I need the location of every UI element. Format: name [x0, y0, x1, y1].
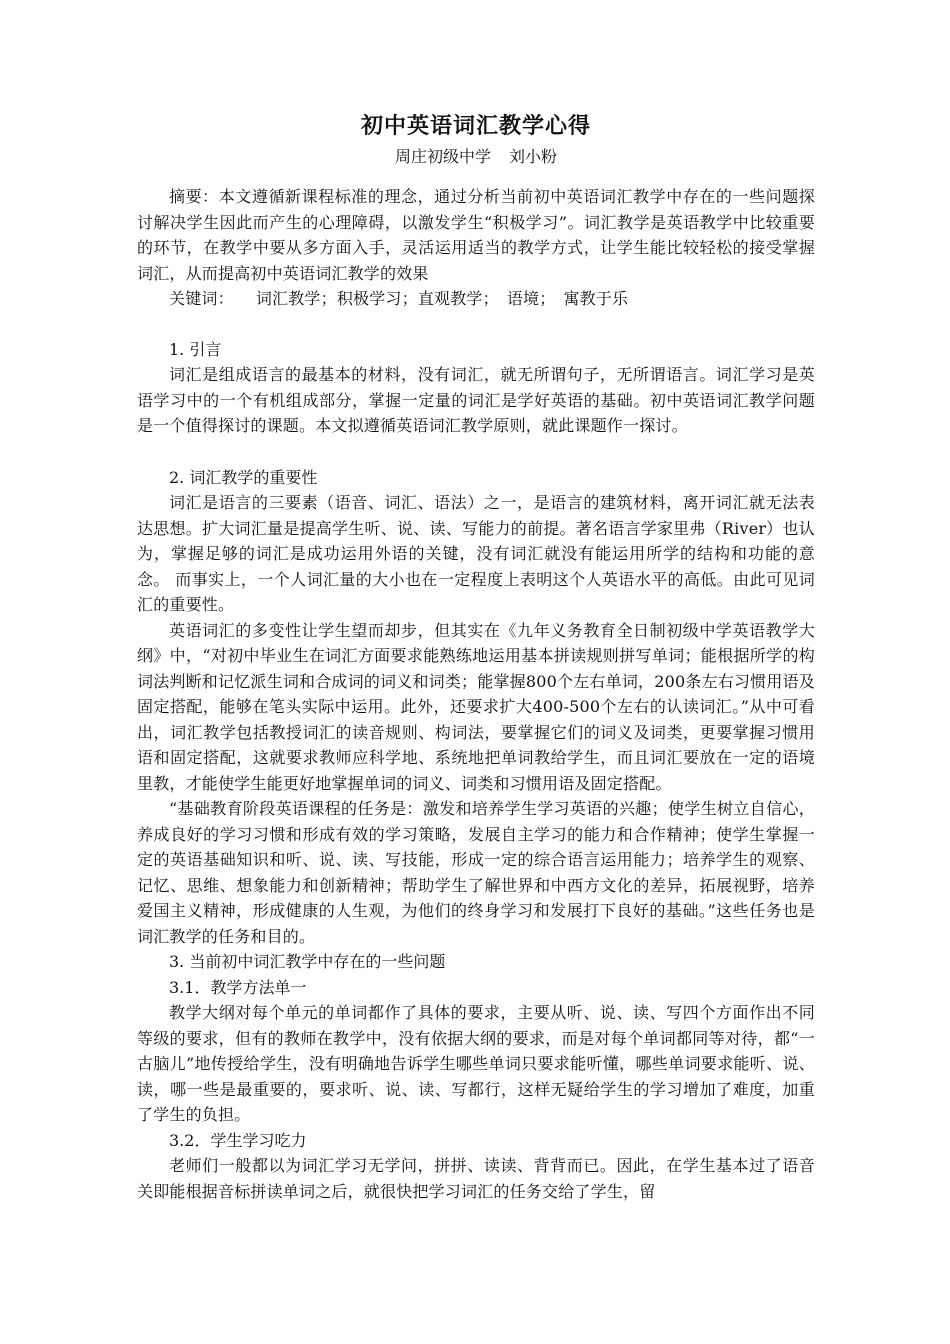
keywords-label: 关键词：	[169, 289, 234, 308]
author-name: 刘小粉	[509, 147, 558, 166]
keyword-item: 寓教于乐	[563, 289, 629, 308]
subsection-paragraph-3-1: 教学大纲对每个单元的单词都作了具体的要求，主要从听、说、读、写四个方面作出不同等级的要求，但有的教师在教学中，没有依据大纲的要求，而是对每个单词都同等对待，都“一古脑儿”地传授给学生，没有明确地告诉学生哪些单词只要求能听懂，哪些单词要求能听、说、读，哪一些是最重要的，要求听、说、读、写都行，这样无疑给学生的学习增加了难度，加重了学生的负担。	[137, 1003, 815, 1124]
author-line	[137, 144, 815, 170]
section-heading-importance: 2. 词汇教学的重要性	[169, 467, 318, 487]
author-school: 周庄初级中学	[394, 147, 491, 166]
subsection-heading-3-1: 3.1．教学方法单一	[169, 977, 307, 997]
keywords-line	[137, 286, 815, 312]
section-heading-problems: 3. 当前初中词汇教学中存在的一些问题	[169, 952, 446, 971]
section-heading-intro: 1. 引言	[169, 339, 222, 359]
document-title: 初中英语词汇教学心得	[360, 113, 591, 139]
keyword-item: 词汇教学；积极学习；直观教学；	[255, 289, 499, 308]
importance-paragraph-2: 英语词汇的多变性让学生望而却步，但其实在《九年义务教育全日制初级中学英语教学大纲》中，“对初中毕业生在词汇方面要求能熟练地运用基本拼读规则拼写单词；能根据所学的构词法判断和记忆派生词和合成词的词义和词类；能掌握800个左右单词，200条左右习惯用语及固定搭配，能够在笔头实际中运用。此外，还要求扩大400-500个左右的认读词汇。”从中可看出，词汇教学包括教授词汇的读音规则、构词法，要掌握它们的词义及词类，更要掌握习惯用语和固定搭配，这就要求教师应科学地、系统地把单词教给学生，而且词汇要放在一定的语境里教，才能使学生能更好地掌握单词的词义、词类和习惯用语及固定搭配。	[137, 620, 815, 793]
document-body	[137, 108, 815, 1204]
abstract-paragraph: 摘要：本文遵循新课程标准的理念，通过分析当前初中英语词汇教学中存在的一些问题探讨解决学生因此而产生的心理障碍，以激发学生“积极学习”。词汇教学是英语教学中比较重要的环节，在教学中要从多方面入手，灵活运用适当的教学方式，让学生能比较轻松的接受掌握词汇，从而提高初中英语词汇教学的效果	[137, 187, 815, 283]
subsection-heading-3-2: 3.2．学生学习吃力	[169, 1130, 307, 1150]
importance-paragraph-1: 词汇是语言的三要素（语音、词汇、语法）之一，是语言的建筑材料，离开词汇就无法表达思想。扩大词汇量是提高学生听、说、读、写能力的前提。著名语言学家里弗（River）也认为，掌握足够的词汇是成功运用外语的关键，没有词汇就没有能运用所学的结构和功能的意念。 而事实上，一个人词汇量的大小也在一定程度上表明这个人英语水平的高低。由此可见词汇的重要性。	[137, 493, 815, 614]
importance-paragraph-3: “基础教育阶段英语课程的任务是：激发和培养学生学习英语的兴趣；使学生树立自信心，养成良好的学习习惯和形成有效的学习策略，发展自主学习的能力和合作精神；使学生掌握一定的英语基础知识和听、说、读、写技能，形成一定的综合语言运用能力；培养学生的观察、记忆、思维、想象能力和创新精神；帮助学生了解世界和中西方文化的差异，拓展视野，培养爱国主义精神，形成健康的人生观，为他们的终身学习和发展打下良好的基础。”这些任务也是词汇教学的任务和目的。	[137, 799, 815, 946]
intro-paragraph: 词汇是组成语言的最基本的材料，没有词汇，就无所谓句子，无所谓语言。词汇学习是英语学习中的一个有机组成部分，掌握一定量的词汇是学好英语的基础。初中英语词汇教学问题是一个值得探讨的课题。本文拟遵循英语词汇教学原则，就此课题作一探讨。	[137, 365, 815, 435]
keyword-item: 语境；	[506, 289, 556, 308]
subsection-paragraph-3-2: 老师们一般都以为词汇学习无学问，拼拼、读读、背背而已。因此，在学生基本过了语音关即能根据音标拼读单词之后，就很快把学习词汇的任务交给了学生，留	[137, 1156, 815, 1201]
